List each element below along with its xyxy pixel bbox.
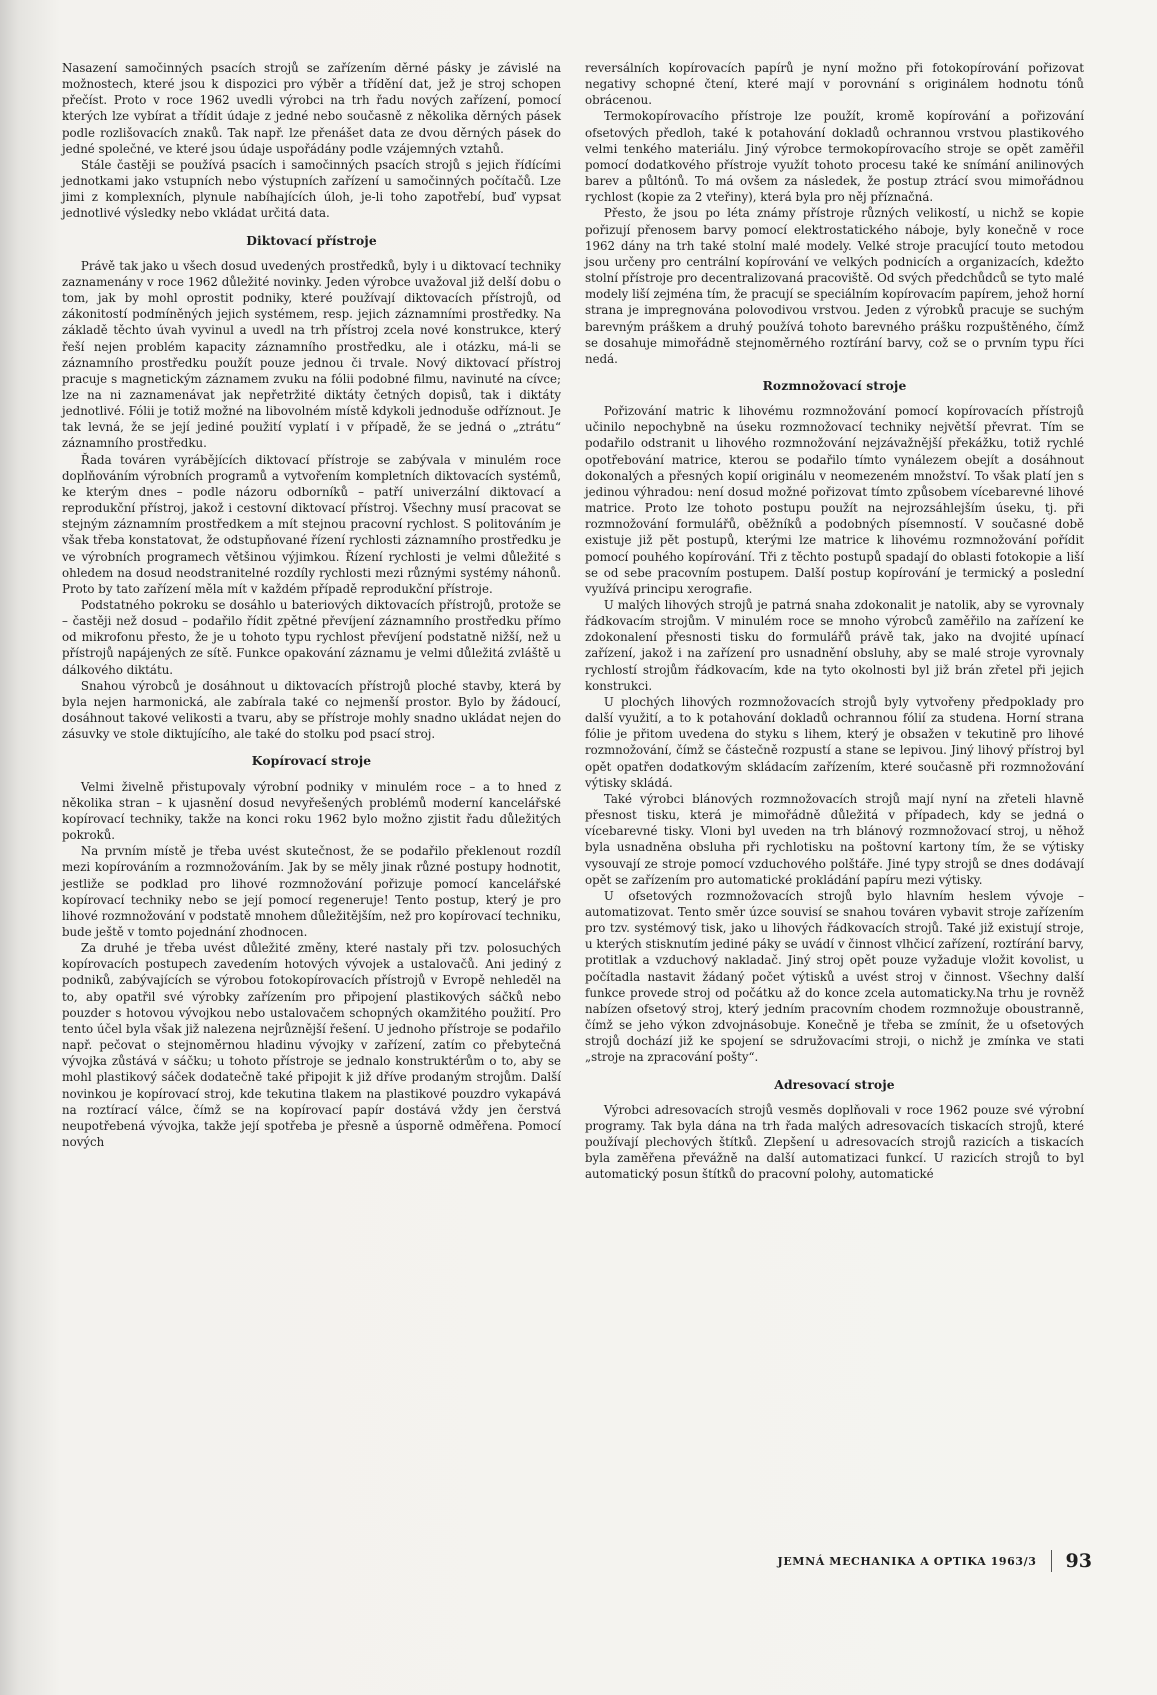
paragraph: Nasazení samočinných psacích strojů se zařízením děrné pásky je závislé na možnostech, které jsou k dispozici pro výběr a třídění dat, jež je stroj schopen přečíst. Proto v roce 1962 uvedli výrobci na trh řadu nových zařízení, pomocí kterých lze vybírat a třídit údaje z jedné nebo současně z několika děrných pásek podle rozlišovacích znaků. Tak např. lze přenášet data ze dvou děrných pásek do jedné společné, ve které jsou údaje uspořádány podle vzájemných vztahů.	[62, 61, 561, 156]
paragraph: reversálních kopírovacích papírů je nyní možno při fotokopírování pořizovat negativy schopné čtení, které mají v porovnání s originálem hodnotu tónů obrácenou.	[585, 61, 1084, 108]
paragraph: Také výrobci blánových rozmnožovacích strojů mají nyní na zřeteli hlavně přesnost tisku, která je mimořádně důležitá v případech, kdy se jedná o vícebarevné tisky. Vloni byl uveden na trh blánový rozmnožovací stroj, u něhož byla usnadněna obsluha při rychlotisku na poštovní kartony tím, že se výtisky vysouvají ze stroje pomocí vzduchového polštáře. Jiné typy strojů se dnes dodávají opět se zařízením pro automatické prokládání papíru mezi výtisky.	[585, 791, 1084, 887]
page-number: 93	[1065, 1550, 1092, 1572]
paragraph: Pořizování matric k lihovému rozmnožování pomocí kopírovacích přístrojů učinilo nepochybně na úseku rozmnožovací techniky největší převrat. Tím se podařilo odstranit u lihového rozmnožování nejzávažnější překážku, totiž rychlé opotřebování matrice, kterou se podařilo tímto vynálezem obejít a dosáhnout dokonalých a přesných kopií originálu v neomezeném množství. To však platí jen s jedinou výhradou: není dosud možné pořizovat tímto způsobem vícebarevné lihové matrice. Proto lze tohoto postupu použít na nejrozsáhlejším úseku, tj. při rozmnožování formulářů, oběžníků a podobných písemností. V současné době existuje již pět postupů, kterými lze matrice k lihovému rozmnožování pořídit pomocí pouhého kopírování. Tři z těchto postupů spadají do oblasti fotokopie a liší se od sebe pracovním postupem. Další postup kopírování je termický a poslední využívá principu xerografie.	[585, 404, 1084, 596]
right-column	[585, 60, 1084, 1182]
paragraph: Za druhé je třeba uvést důležité změny, které nastaly při tzv. polosuchých kopírovacích postupech zavedením hotových vývojek a ustalovačů. Ani jediný z podniků, zabývajících se výrobou fotokopírovacích přístrojů v Evropě nehleděl na to, aby opatřil své výrobky zařízením pro připojení plastikových sáčků nebo pouzder s hotovou vývojkou nebo ustalovačem schopných okamžitého použití. Pro tento účel byla však již nalezena nejrůznější řešení. U jednoho přístroje se podařilo např. pečovat o stejnoměrnou hladinu vývojky v zařízení, zatím co přebytečná vývojka zůstává v sáčku; u tohoto přístroje se jednalo konstruktérům o to, aby se mohl plastikový sáček dodatečně také připojit k již dříve prodaným strojům. Další novinkou je kopírovací stroj, kde tekutina tlakem na plastikové pouzdro vykapává na roztírací válce, čímž se na kopírovací papír dostává vždy jen čerstvá neupotřebená vývojka, takže její spotřeba je přesně a úsporně odměřena. Pomocí nových	[62, 941, 561, 1149]
paragraph: Právě tak jako u všech dosud uvedených prostředků, byly i u diktovací techniky zaznamenány v roce 1962 důležité novinky. Jeden výrobce uvažoval již delší dobu o tom, jak by mohl oprostit podniky, které používají diktovacích přístrojů, od zákonitostí podmíněných jejich systémem, resp. jejich záznamními prostředky. Na základě těchto úvah vyvinul a uvedl na trh přístroj zcela nové konstrukce, který řeší nejen problém kapacity záznamního prostředku, ale i otázku, má-li se záznamního prostředku použít pouze jednou či trvale. Nový diktovací přístroj pracuje s magnetickým záznamem zvuku na fólii podobné filmu, navinuté na cívce; lze na ni zaznamenávat jak nepřetržité diktáty četných dopisů, tak i diktáty jednotlivé. Fólii je totiž možné na libovolném místě kdykoli jednoduše odříznout. Je tak levná, že se její jediné použití vyplatí i v případě, že se jedná o „ztrátu“ záznamního prostředku.	[62, 258, 561, 451]
page-footer	[778, 1550, 1092, 1572]
paragraph: Přesto, že jsou po léta známy přístroje různých velikostí, u nichž se kopie pořizují přenosem barvy pomocí elektrostatického náboje, byly konečně v roce 1962 dány na trh také stolní malé modely. Velké stroje pracující touto metodou jsou určeny pro centrální kopírování ve velkých podnicích a organizacích, kdežto stolní přístroje pro decentralizovaná pracoviště. Od svých předchůdců se tyto malé modely liší zejména tím, že pracují se speciálním kopírovacím papírem, jehož horní strana je impregnována polovodivou vrstvou. Jeden z výrobků pracuje se suchým barevným práškem a druhý používá tohoto barevného prášku rozpuštěného, čímž se dosahuje mimořádně stejnoměrného roztírání barvy, což se o prvním typu říci nedá.	[585, 206, 1084, 366]
journal-name: JEMNÁ MECHANIKA A OPTIKA 1963/3	[777, 1554, 1037, 1568]
left-column	[62, 60, 561, 1150]
paragraph: Na prvním místě je třeba uvést skutečnost, že se podařilo překlenout rozdíl mezi kopírováním a rozmnožováním. Jak by se měly jinak různé postupy hodnotit, jestliže se podklad pro lihové rozmnožování pořizuje pomocí kancelářské kopírovací techniky nebo se její pomocí regeneruje! Tento postup, který je pro lihové rozmnožování v podstatě mnohem důležitějším, než pro kopírovací techniku, bude ještě v tomto pojednání zhodnocen.	[62, 844, 561, 939]
paragraph: Snahou výrobců je dosáhnout u diktovacích přístrojů ploché stavby, která by byla nejen harmonická, ale zabírala také co nejmenší prostor. Bylo by žádoucí, dosáhnout takové velikosti a tvaru, aby se přístroje mohly snadno ukládat nejen do zásuvky ve stole diktujícího, ale také do stolku pod psací stroj.	[62, 678, 561, 742]
section-heading: Kopírovací stroje	[251, 753, 372, 769]
footer-divider	[1051, 1550, 1052, 1572]
section-heading: Rozmnožovací stroje	[762, 377, 907, 393]
section-heading: Diktovací přístroje	[246, 232, 377, 248]
paragraph: Termokopírovacího přístroje lze použít, kromě kopírování a pořizování ofsetových předloh, také k potahování dokladů ochrannou vrstvou plastikového velmi tenkého materiálu. Jiný výrobce termokopírovacího stroje se opět zaměřil pomocí dodatkového přístroje využít tohoto procesu také ke snímání anilinových barev a půltónů. To má ovšem za následek, že postup ztrácí svou mimořádnou rychlost (kopie za 2 vteřiny), která byla pro něj příznačná.	[585, 109, 1084, 205]
paragraph: Velmi živelně přistupovaly výrobní podniky v minulém roce – a to hned z několika stran – k ujasnění dosud nevyřešených problémů moderní kancelářské kopírovací techniky, takže na konci roku 1962 bylo možno zjistit řadu důležitých pokroků.	[62, 779, 561, 843]
paragraph: U plochých lihových rozmnožovacích strojů byly vytvořeny předpoklady pro další využití, a to k potahování dokladů ochrannou fólií za studena. Horní strana fólie je přitom uvedena do styku s lihem, který je obsažen v tekutině pro lihové rozmnožování, čímž se částečně rozpustí a stane se lepivou. Jiný lihový přístroj byl opět opatřen dodatkovým skládacím zařízením, které současně při rozmnožování výtisky skládá.	[585, 694, 1084, 790]
section-heading: Adresovací stroje	[774, 1076, 895, 1092]
paragraph: Stále častěji se používá psacích i samočinných psacích strojů s jejich řídícími jednotkami jako vstupních nebo výstupních zařízení u samočinných počítačů. Lze jimi z komplexních, plynule nabíhajících úloh, je-li toho zapotřebí, buď vypsat jednotlivé výsledky nebo vkládat určitá data.	[62, 157, 561, 221]
paragraph: Výrobci adresovacích strojů vesměs doplňovali v roce 1962 pouze své výrobní programy. Tak byla dána na trh řada malých adresovacích tiskacích strojů, které používají plechových štítků. Zlepšení u adresovacích strojů razicích a tiskacích byla zaměřena převážně na další automatizaci funkcí. U razicích strojů to byl automatický posun štítků do pracovní polohy, automatické	[585, 1102, 1084, 1182]
paragraph: U malých lihových strojů je patrná snaha zdokonalit je natolik, aby se vyrovnaly řádkovacím strojům. V minulém roce se mnoho výrobců zaměřilo na zařízení ke zdokonalení přesnosti tisku do formulářů právě tak, jako na dvojité upínací zařízení, jakož i na zařízení pro usnadnění obsluhy, aby se malé stroje vyrovnaly rychlostí strojům řádkovacím, kde na tyto okolnosti byl již brán zřetel při jejich konstrukci.	[585, 598, 1084, 693]
paragraph: Řada továren vyrábějících diktovací přístroje se zabývala v minulém roce doplňováním výrobních programů a vytvořením kompletních diktovacích systémů, ke kterým dnes – podle názoru odborníků – patří univerzální diktovací a reprodukční přístroj, jakož i cestovní diktovací přístroj. Všechny musí pracovat se stejným záznamním prostředkem a mít stejnou pracovní rychlost. S politováním je však třeba konstatovat, že odstupňované řízení rychlosti záznamního prostředku je ve výrobních programech většinou výjimkou. Řízení rychlosti je velmi důležité s ohledem na dosud neodstranitelné rozdíly rychlosti mezi různými systémy náhonů. Proto by tato zařízení měla mít v každém případě reprodukční přístroje.	[62, 452, 561, 596]
paragraph: Podstatného pokroku se dosáhlo u bateriových diktovacích přístrojů, protože se – častěji než dosud – podařilo řídit zpětné převíjení záznamního prostředku přímo od mikrofonu přesto, že je u tohoto typu rychlost převíjení podstatně nižší, než u přístrojů napájených ze sítě. Funkce opakování záznamu je velmi důležitá zvláště u dálkového diktátu.	[62, 598, 561, 677]
paragraph: U ofsetových rozmnožovacích strojů bylo hlavním heslem vývoje – automatizovat. Tento směr úzce souvisí se snahou továren vybavit stroje zařízením pro tzv. systémový tisk, jako u lihových řádkovacích strojů. Také již existují stroje, u kterých stisknutím jediné páky se uvádí v činnost vlhčicí zařízení, roztírání barvy, protitlak a vzduchový nakladač. Jiný stroj opět pouze vyžaduje vložit kovolist, u počítadla nastavit žádaný počet výtisků a uvést stroj v činnost. Všechny další funkce provede stroj od počátku až do konce zcela automaticky.Na trhu je rovněž nabízen ofsetový stroj, který jedním pracovním chodem rozmnožuje oboustranně, čímž se jeho výkon zdvojnásobuje. Konečně je třeba se zmínit, že u ofsetových strojů dochází již ke spojení se sdružovacími stroji, o nichž je zmínka ve stati „stroje na zpracování pošty“.	[585, 888, 1084, 1065]
